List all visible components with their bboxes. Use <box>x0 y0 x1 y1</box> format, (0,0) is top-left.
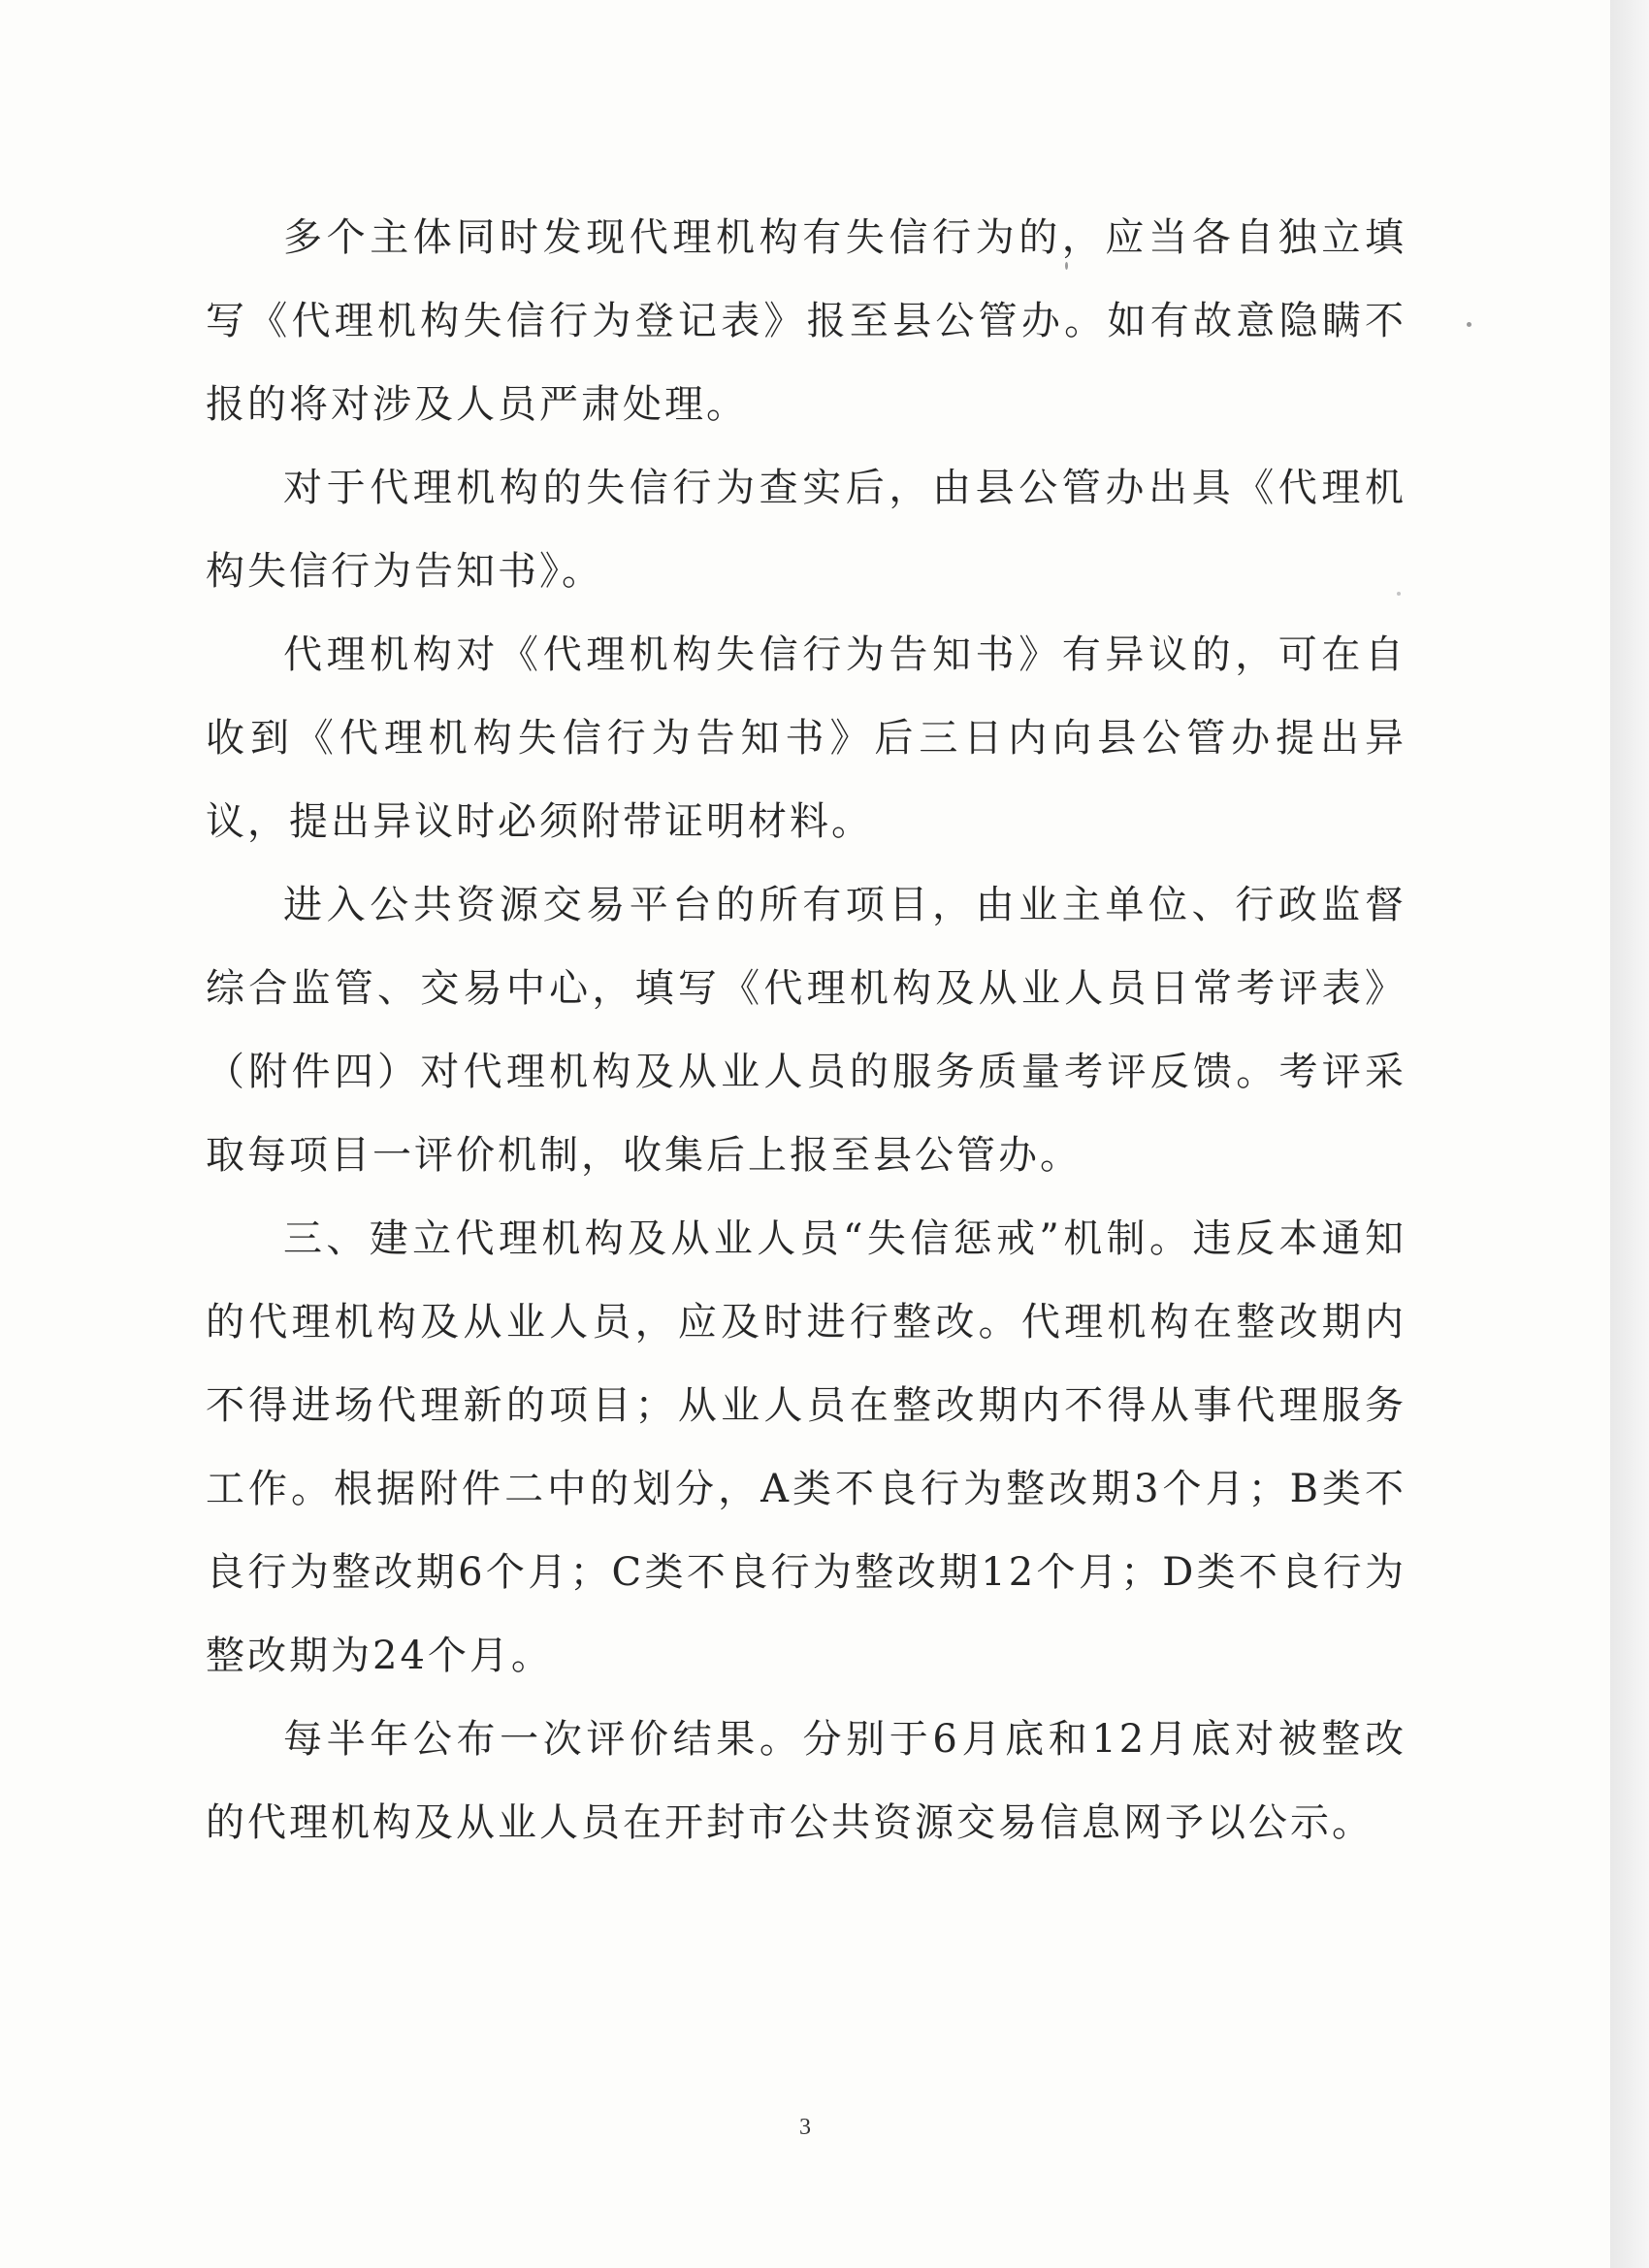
scan-speck <box>1065 262 1068 270</box>
paragraph-6: 每半年公布一次评价结果。分别于6月底和12月底对被整改的代理机构及从业人员在开封市公共资源交易信息网予以公示。 <box>206 1717 1406 1845</box>
body-text <box>206 196 1406 1864</box>
paragraph-5: 三、建立代理机构及从业人员“失信惩戒”机制。违反本通知的代理机构及从业人员，应及时进行整改。代理机构在整改期内不得进场代理新的项目；从业人员在整改期内不得从事代理服务工作。根据附件二中的划分，A类不良行为整改期3个月；B类不良行为整改期6个月；C类不良行为整改期12个月；D类不良行为整改期为24个月。 <box>206 1216 1406 1678</box>
scan-speck <box>1467 322 1471 327</box>
scan-edge <box>1610 0 1649 2268</box>
scan-speck <box>1397 592 1401 596</box>
paragraph-1: 多个主体同时发现代理机构有失信行为的，应当各自独立填写《代理机构失信行为登记表》报至县公管办。如有故意隐瞒不报的将对涉及人员严肃处理。 <box>206 215 1406 427</box>
paragraph-4: 进入公共资源交易平台的所有项目，由业主单位、行政监督综合监管、交易中心，填写《代理机构及从业人员日常考评表》（附件四）对代理机构及从业人员的服务质量考评反馈。考评采取每项目一评价机制，收集后上报至县公管办。 <box>206 883 1406 1178</box>
paragraph-2: 对于代理机构的失信行为查实后，由县公管办出具《代理机构失信行为告知书》。 <box>206 466 1406 594</box>
paragraph-3: 代理机构对《代理机构失信行为告知书》有异议的，可在自收到《代理机构失信行为告知书》后三日内向县公管办提出异议，提出异议时必须附带证明材料。 <box>206 632 1406 844</box>
page-number: 3 <box>799 2115 811 2140</box>
